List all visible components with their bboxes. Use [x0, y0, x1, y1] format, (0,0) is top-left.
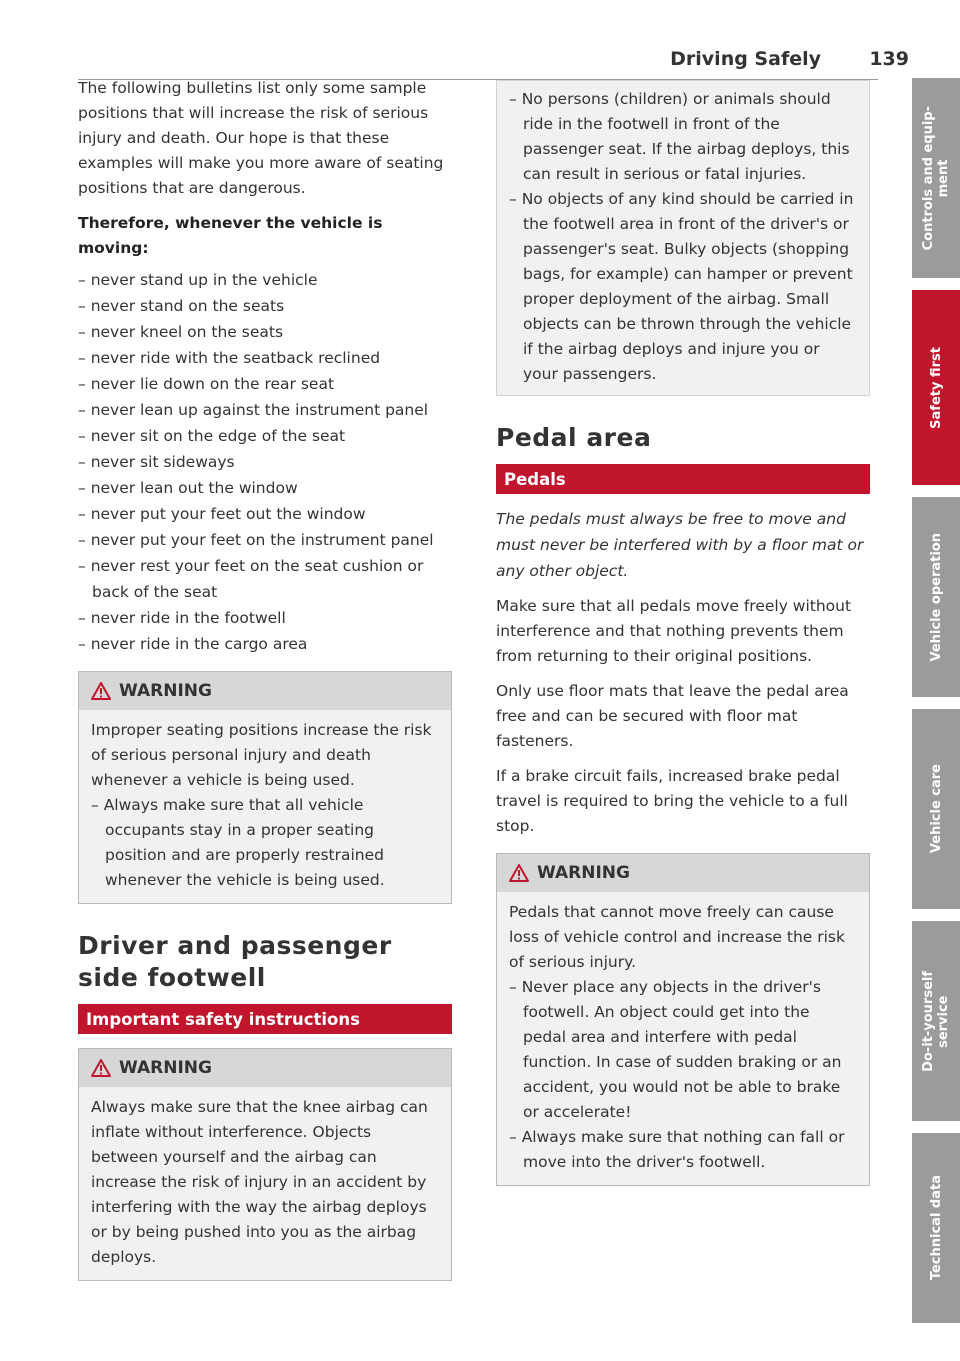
warning-text: Pedals that cannot move freely can cause loss of vehicle control and increase the risk of serious injury. [509, 903, 845, 971]
never-list [78, 267, 452, 657]
tab-label: Safety first [928, 346, 944, 429]
tab-safety-first[interactable] [912, 290, 960, 485]
list-item: – never kneel on the seats [78, 319, 452, 345]
warning-label: WARNING [119, 1058, 212, 1078]
tab-vehicle-operation[interactable] [912, 497, 960, 697]
warning-header [79, 1049, 451, 1087]
tab-label: Controls and equip- ment [921, 105, 951, 251]
warning-body [79, 1087, 451, 1280]
list-item: – Always make sure that all vehicle occupants stay in a proper seating position and are properly restrained whenever the vehicle is being used. [91, 793, 439, 893]
tab-label: Vehicle care [928, 764, 944, 854]
list-item: – Never place any objects in the driver's footwell. An object could get into the pedal area and interfere with pedal function. In case of sudden braking or an accident, you would not be able to brake or accelerate! [509, 975, 857, 1125]
tab-do-it-yourself-service[interactable] [912, 921, 960, 1121]
paragraph: Only use floor mats that leave the pedal area free and can be secured with floor mat fasteners. [496, 682, 849, 750]
list-item: – never put your feet out the window [78, 501, 452, 527]
tab-technical-data[interactable] [912, 1133, 960, 1323]
list-item: – never ride in the footwell [78, 605, 452, 631]
paragraph: If a brake circuit fails, increased brake pedal travel is required to bring the vehicle to a full stop. [496, 767, 848, 835]
subsection-bar-pedals: Pedals [496, 464, 870, 494]
paragraph: Make sure that all pedals move freely without interference and that nothing prevents them from returning to their original positions. [496, 597, 852, 665]
list-item: – never stand on the seats [78, 293, 452, 319]
running-title: Driving Safely [670, 48, 821, 70]
warning-triangle-icon [91, 1059, 111, 1077]
continued-warning-box [496, 80, 870, 396]
list-item: – never ride with the seatback reclined [78, 345, 452, 371]
list-item: – never lean out the window [78, 475, 452, 501]
right-column [496, 76, 870, 1186]
list-item: – No persons (children) or animals should ride in the footwell in front of the passenger seat. If the airbag deploys, this can result in serious or fatal injuries. [509, 87, 857, 187]
list-item: – never lie down on the rear seat [78, 371, 452, 397]
warning-header [79, 672, 451, 710]
warning-body [497, 892, 869, 1185]
moving-lead: Therefore, whenever the vehicle is moving: [78, 214, 383, 257]
list-item: – never stand up in the vehicle [78, 267, 452, 293]
list-item: – never sit sideways [78, 449, 452, 475]
tab-label: Do-it-yourself service [921, 970, 951, 1072]
warning-box-seating [78, 671, 452, 904]
warning-text: Improper seating positions increase the risk of serious personal injury and death whenever a vehicle is being used. [91, 721, 432, 789]
tab-controls-and-equipment[interactable] [912, 78, 960, 278]
tab-label: Technical data [928, 1175, 944, 1281]
warning-box-pedals [496, 853, 870, 1186]
warning-body [79, 710, 451, 903]
list-item: – never put your feet on the instrument panel [78, 527, 452, 553]
page-number: 139 [869, 48, 909, 70]
subsection-bar-safety: Important safety instructions [78, 1004, 452, 1034]
pedals-lead: The pedals must always be free to move and must never be interfered with by a floor mat or any other object. [496, 510, 864, 580]
intro-paragraph: The following bulletins list only some sample positions that will increase the risk of serious injury and death. Our hope is that these examples will make you more aware of seating positions that are dangerous. [78, 79, 444, 197]
list-item: – never lean up against the instrument panel [78, 397, 452, 423]
list-item: – never sit on the edge of the seat [78, 423, 452, 449]
section-title-pedal-area: Pedal area [496, 423, 652, 452]
warning-list [509, 975, 857, 1175]
continued-list [509, 87, 857, 387]
warning-header [497, 854, 869, 892]
warning-label: WARNING [119, 681, 212, 701]
warning-box-knee-airbag [78, 1048, 452, 1281]
list-item: – Always make sure that nothing can fall or move into the driver's footwell. [509, 1125, 857, 1175]
section-title-footwell: Driver and passenger side footwell [78, 931, 392, 992]
list-item: – No objects of any kind should be carried in the footwell area in front of the driver's or passenger's seat. Bulky objects (shopping bags, for example) can hamper or prevent proper deployment of the airbag. Small objects can be thrown through the vehicle if the airbag deploys and injure you or your passengers. [509, 187, 857, 387]
warning-triangle-icon [509, 864, 529, 882]
warning-text: Always make sure that the knee airbag can inflate without interference. Objects between yourself and the airbag can increase the risk of injury in an accident by interfering with the way the airbag deploys or by being pushed into you as the airbag deploys. [91, 1098, 428, 1266]
warning-list [91, 793, 439, 893]
warning-triangle-icon [91, 682, 111, 700]
left-column [78, 76, 452, 1281]
warning-label: WARNING [537, 863, 630, 883]
tab-label: Vehicle operation [928, 532, 944, 662]
list-item: – never rest your feet on the seat cushion or back of the seat [78, 553, 452, 605]
list-item: – never ride in the cargo area [78, 631, 452, 657]
tab-vehicle-care[interactable] [912, 709, 960, 909]
